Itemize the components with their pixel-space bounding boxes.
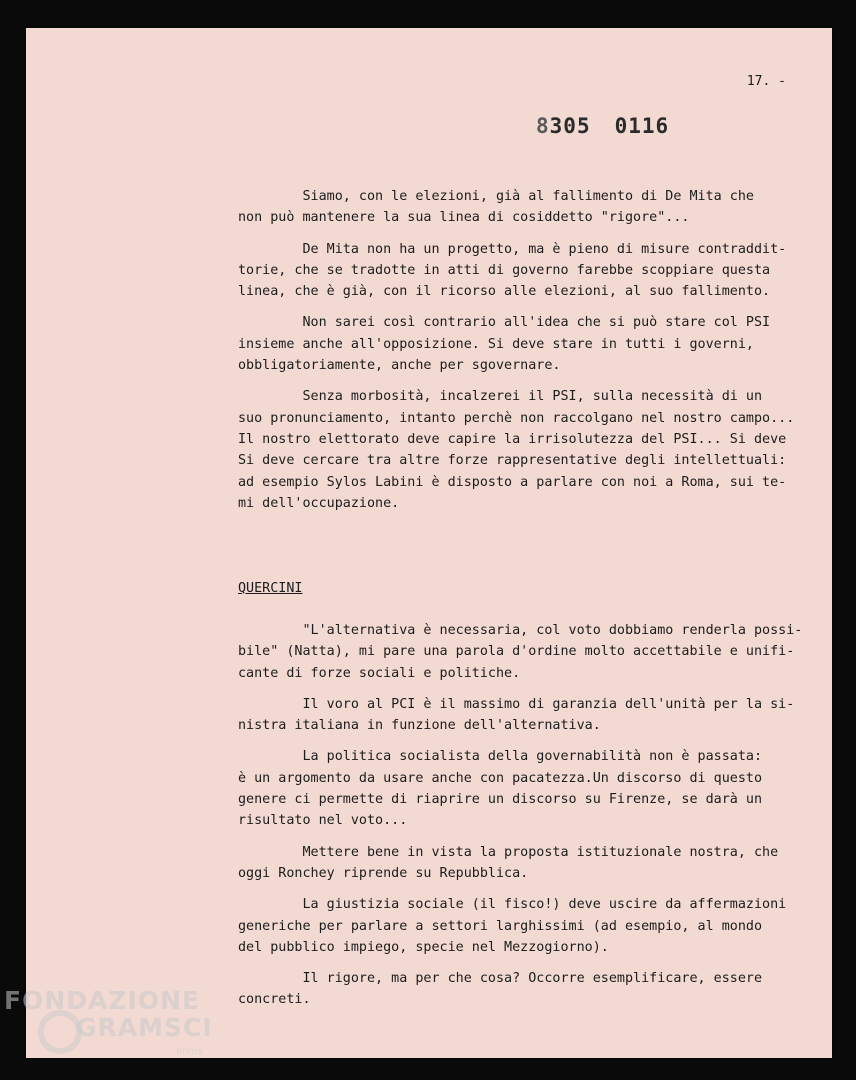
section-1-body — [238, 186, 795, 524]
page-number: 17. - — [746, 74, 786, 89]
g-logo-icon — [38, 1010, 82, 1054]
paragraph: "L'alternativa è necessaria, col voto dobbiamo renderla possi- bile" (Natta), mi pare una parola d'ordine molto accettabile e unifi- cante di forze sociali e politiche. — [238, 623, 803, 681]
watermark-line-1: FONDAZIONE — [4, 986, 201, 1015]
watermark-line-3: onlus — [176, 1046, 203, 1057]
paragraph: Mettere bene in vista la proposta istituzionale nostra, che oggi Ronchey riprende su Repubblica. — [238, 844, 779, 881]
fondazione-gramsci-watermark-logo — [4, 986, 213, 1057]
archive-stamp — [536, 114, 669, 138]
stamp-prefix: 8 — [536, 114, 550, 138]
paragraph: Senza morbosità, incalzerei il PSI, sulla necessità di un suo pronunciamento, intanto perchè non raccolgano nel nostro campo... Il nostro elettorato deve capire la irrisolutezza del PSI... Si deve Si deve cercare tra altre forze rappresentative degli intellettuali: ad esempio Sylos Labini è disposto a parlare con noi a Roma, sui te- mi dell'occupazione. — [238, 389, 795, 511]
paragraph: Siamo, con le elezioni, già al fallimento di De Mita che non può mantenere la sua linea di cosiddetto "rigore"... — [238, 189, 754, 226]
paragraph: De Mita non ha un progetto, ma è pieno di misure contraddit- torie, che se tradotte in atti di governo farebbe scoppiare questa linea, che è già, con il ricorso alle elezioni, al suo fallimento. — [238, 241, 787, 300]
speaker-heading: QUERCINI — [238, 581, 303, 596]
paragraph: Il rigore, ma per che cosa? Occorre esemplificare, essere concreti. — [238, 971, 763, 1008]
stamp-number: 305 — [549, 114, 591, 138]
watermark-line-2: GRAMSCI — [76, 1013, 213, 1042]
paragraph: La giustizia sociale (il fisco!) deve uscire da affermazioni generiche per parlare a settori larghissimi (ad esempio, al mondo del pubblico impiego, specie nel Mezzogiorno). — [238, 897, 787, 955]
paragraph: Il voro al PCI è il massimo di garanzia dell'unità per la si- nistra italiana in funzione dell'alternativa. — [238, 696, 795, 734]
paragraph: La politica socialista della governabilità non è passata: è un argomento da usare anche con pacatezza.Un discorso di questo genere ci permette di riaprire un discorso su Firenze, se darà un risultato nel voto... — [238, 749, 763, 829]
section-2-body — [238, 620, 803, 1021]
paragraph: Non sarei così contrario all'idea che si può stare col PSI insieme anche all'opposizione. Si deve stare in tutti i governi, obbligatoriamente, anche per sgovernare. — [238, 315, 771, 374]
stamp-suffix: 0116 — [614, 114, 670, 138]
document-page — [26, 28, 832, 1058]
